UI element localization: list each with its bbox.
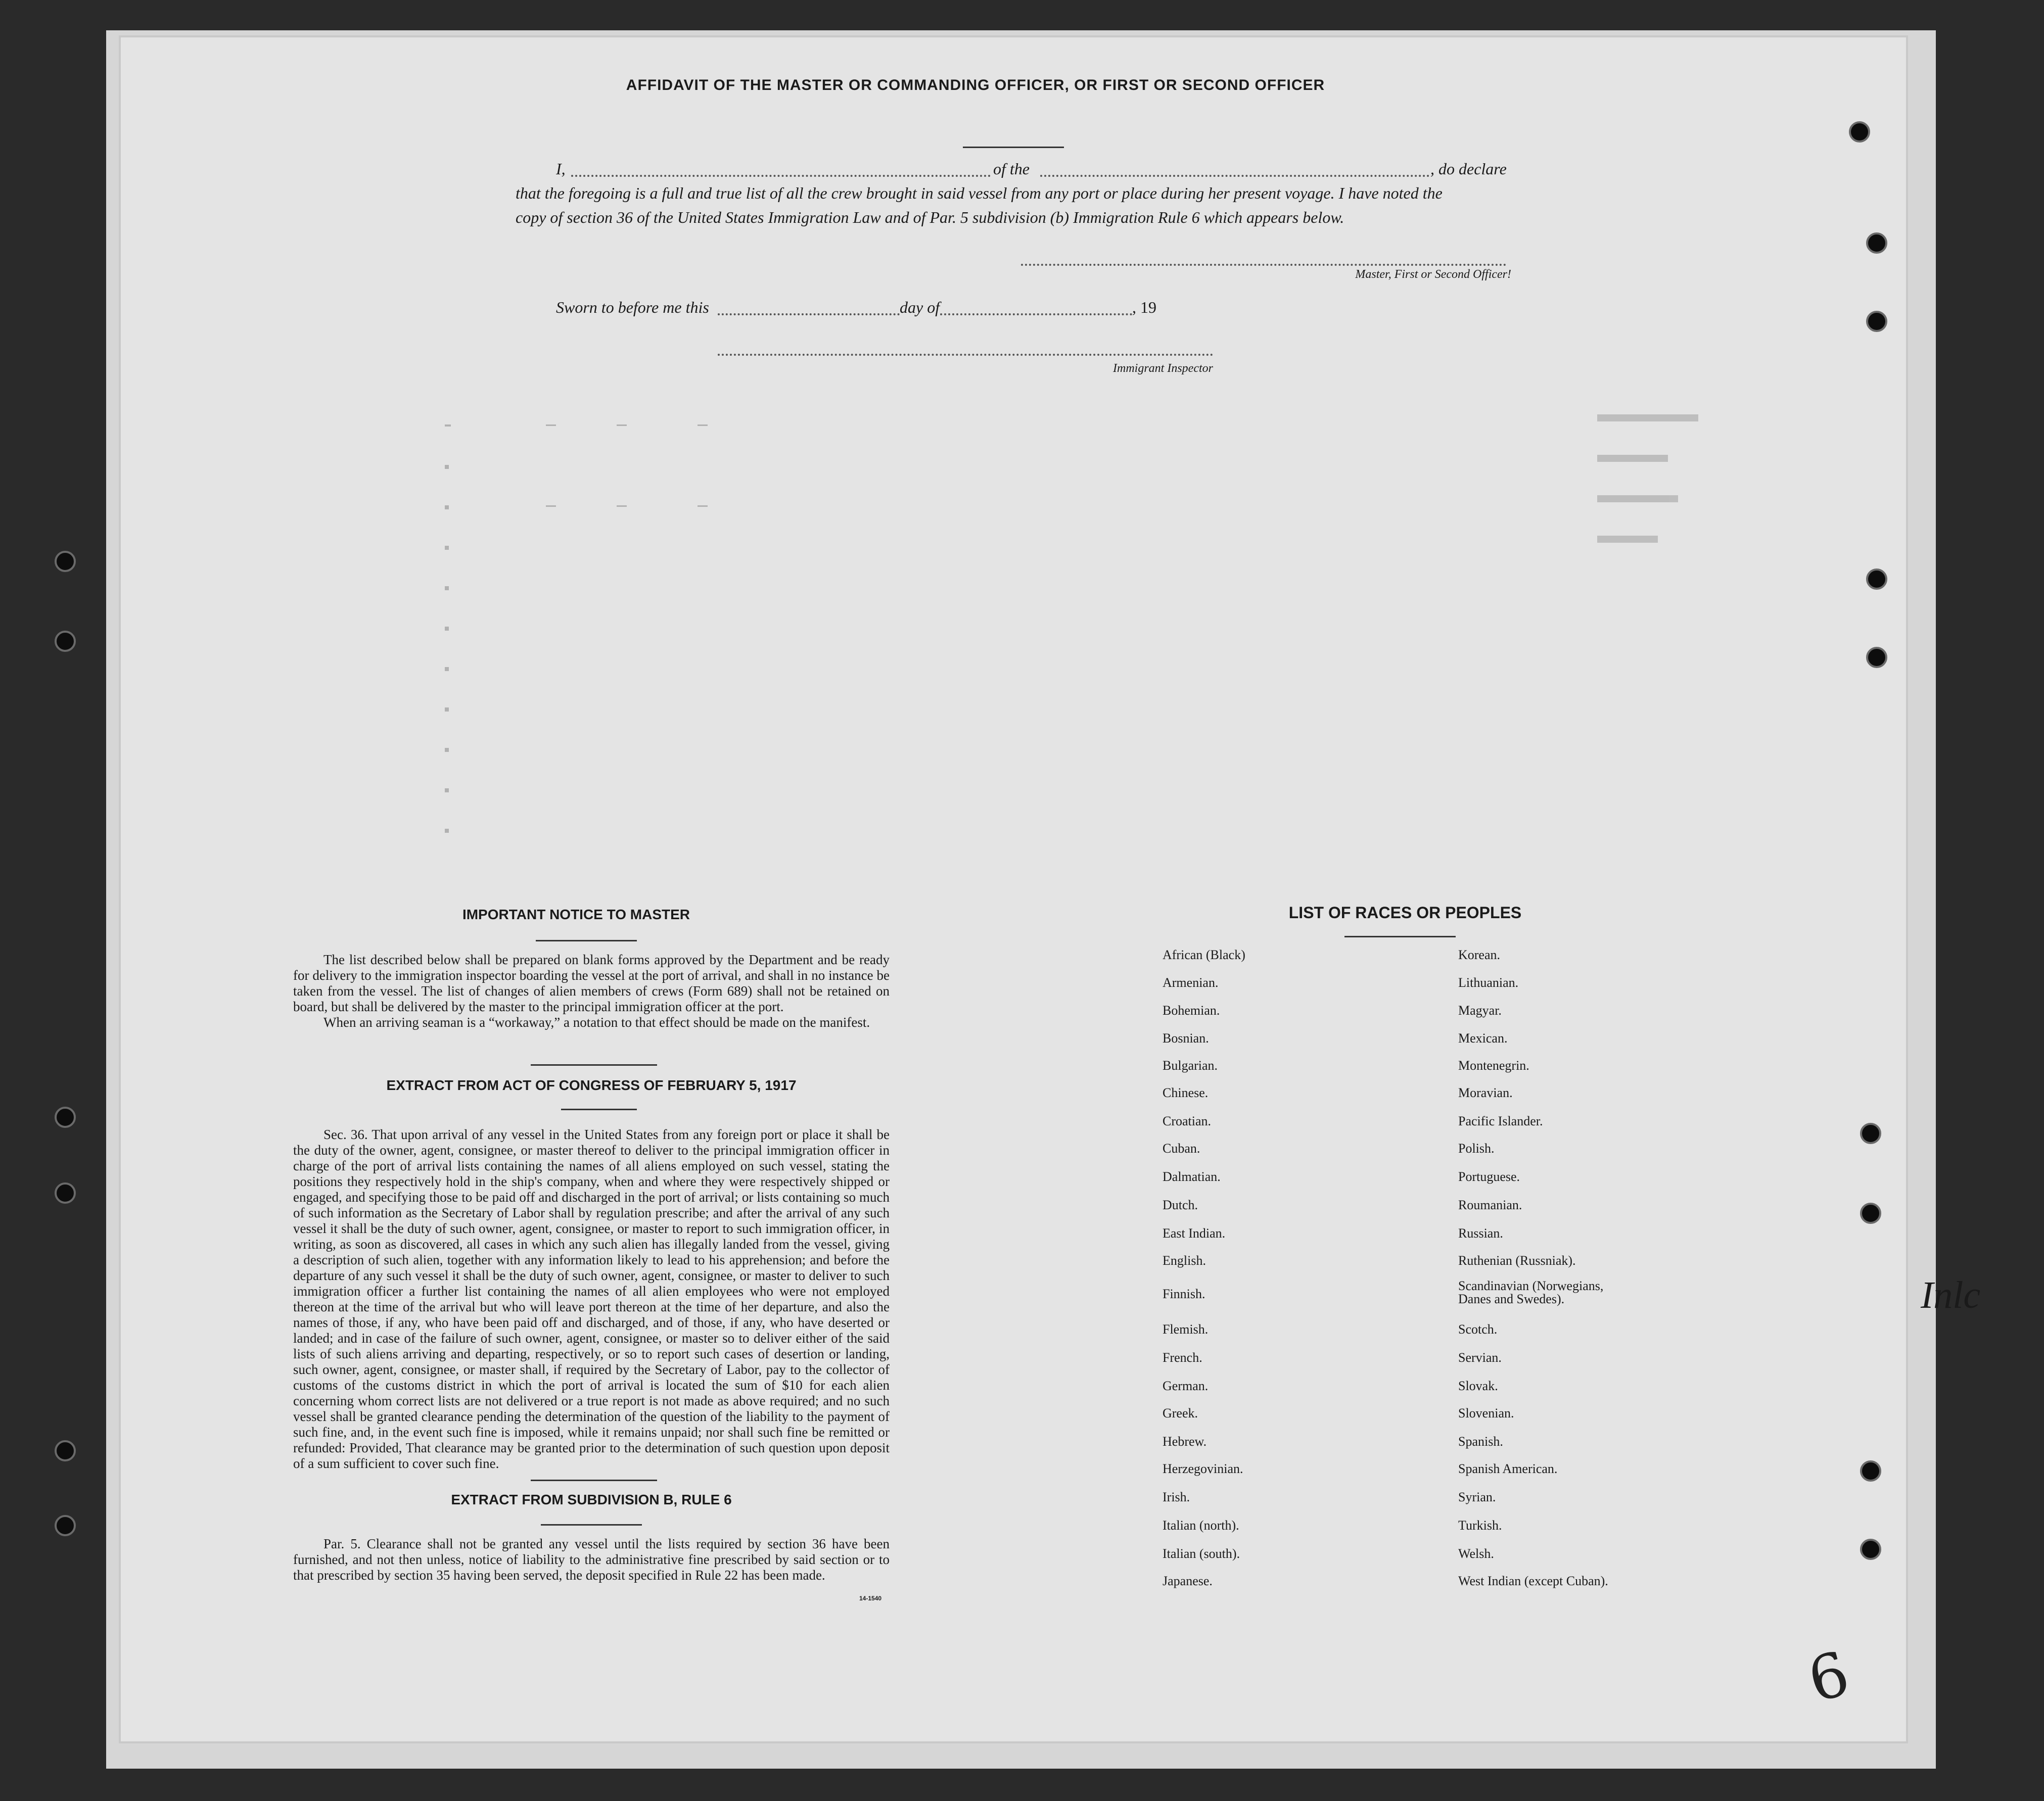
document-page [119,35,1908,1743]
race-item-right: Pacific Islander. [1458,1114,1543,1128]
sworn-day-of: day of [900,298,940,316]
race-item-right: Portuguese. [1458,1169,1520,1184]
race-item-left: Dalmatian. [1163,1169,1221,1184]
race-item-right: Ruthenian (Russniak). [1458,1253,1576,1268]
race-item-left: French. [1163,1350,1202,1365]
race-item-right: Welsh. [1458,1546,1494,1561]
extract-rule-body [293,1536,890,1583]
section-divider [531,1480,657,1481]
binder-hole [1860,1460,1881,1482]
races-underline [1344,936,1456,937]
race-item-right: Syrian. [1458,1490,1496,1504]
extract-act-body [293,1127,890,1472]
race-item-left: Finnish. [1163,1287,1205,1301]
sworn-month-blank [940,313,1132,315]
binder-hole [1866,311,1887,332]
sworn-year: , 19 [1132,298,1156,316]
race-item-left: Hebrew. [1163,1434,1207,1449]
race-item-left: Japanese. [1163,1574,1213,1588]
race-item-left: Greek. [1163,1406,1198,1420]
master-caption: Master, First or Second Officer! [1355,268,1511,281]
notice-para-2: When an arriving seaman is a “workaway,” a notation to that effect should be made on the manifest. [323,1015,870,1030]
race-item-left: Croatian. [1163,1114,1212,1128]
inspector-caption: Immigrant Inspector [1113,362,1213,375]
notice-body [293,952,890,1030]
race-item-right: Scotch. [1458,1322,1498,1337]
affidavit-line3: copy of section 36 of the United States Immigration Law and of Par. 5 subdivision (b) Immigration Rule 6 which appears below. [516,208,1344,226]
binder-hole [55,1515,76,1536]
race-item-left: Italian (north). [1163,1518,1239,1533]
race-item-left: Bohemian. [1163,1003,1220,1018]
extract-act-underline [561,1109,637,1110]
notice-para-1: The list described below shall be prepared on blank forms approved by the Department and be ready for delivery to the immigration inspector boarding the vessel at the port of arrival, and shall in no instance be taken from the vessel. The list of changes of alien members of crews (Form 689) shall not be retained on board, but shall be delivered by the master to the principal immigration officer at the port. [293,952,890,1014]
binder-hole [55,1440,76,1461]
race-item-right: Moravian. [1458,1085,1513,1100]
race-item-right: Slovak. [1458,1379,1498,1393]
race-item-right: Scandinavian (Norwegians, Danes and Swedes). [1458,1278,1604,1306]
race-item-right: Russian. [1458,1226,1503,1241]
race-item-right: Servian. [1458,1350,1502,1365]
race-item-right: Korean. [1458,947,1501,962]
extract-act-text: Sec. 36. That upon arrival of any vessel in the United States from any foreign port or place it shall be the duty of the owner, agent, consignee, or master thereof to deliver to the principal immigration officer in charge of the port of arrival lists containing the names of all aliens employed on such vessel, stating the positions they respectively hold in the ship's company, when and where they were respectively shipped or engaged, and specifying those to be paid off and discharged in the port of arrival; or lists containing so much of such information as the Secretary of Labor shall by regulation prescribe; and after the arrival of any such vessel it shall be the duty of such owner, agent, consignee, or master to report to such immigration officer, in writing, as soon as discovered, all cases in which any such alien has illegally landed from the vessel, giving a description of such alien, together with any information likely to lead to his apprehension; and before the departure of any such vessel it shall be the duty of such owner, agent, consignee, or master to deliver to such immigration officer a further list containing the names of all alien employees who were not employed thereon at the time of the arrival but who will leave port thereon at the time of her departure, and also the names of those, if any, who have been paid off and discharged, and of those, if any, who have deserted or landed; and in case of the failure of such owner, agent, consignee, or master so to deliver either of the said lists of such aliens arriving and departing, respectively, or so to report such cases of desertion or landing, such owner, agent, consignee, or master shall, if required by the Secretary of Labor, pay to the collector of customs of the customs district in which the port of arrival is located the sum of $10 for each alien concerning whom correct lists are not delivered or a true report is not made as above required; and no such vessel shall be granted clearance pending the determination of the question of the liability to the payment of such fine, and, in the event such fine is imposed, while it remains unpaid; nor shall such fine be remitted or refunded: Provided, That clearance may be granted prior to the determination of such question upon deposit of a sum sufficient to cover such fine. [293,1127,890,1471]
race-item-right: West Indian (except Cuban). [1458,1574,1608,1588]
notice-title: IMPORTANT NOTICE TO MASTER [462,907,690,922]
name-blank [571,175,991,177]
race-item-right: Lithuanian. [1458,975,1519,990]
race-item-left: East Indian. [1163,1226,1226,1241]
extract-act-title: EXTRACT FROM ACT OF CONGRESS OF FEBRUARY 5, 1917 [386,1077,797,1093]
bleed-through-area [414,384,1830,864]
binder-hole [1860,1123,1881,1144]
master-signature-line [1021,264,1506,266]
race-item-right: Polish. [1458,1141,1495,1156]
handwritten-side-note: Inlc [1921,1274,1981,1316]
extract-rule-text: Par. 5. Clearance shall not be granted any vessel until the lists required by section 36 have been furnished, and not then unless, notice of liability to the administrative fine prescribed by said section or to that prescribed by section 35 having been served, the deposit specified in Rule 22 has been made. [293,1536,890,1583]
binder-hole [1866,232,1887,254]
affidavit-line2: that the foregoing is a full and true list of all the crew brought in said vessel from any port or place during her present voyage. I have noted the [516,184,1443,202]
corner-number: 6 [1801,1638,1857,1717]
race-item-right: Spanish. [1458,1434,1503,1449]
race-item-left: Italian (south). [1163,1546,1240,1561]
affidavit-title: AFFIDAVIT OF THE MASTER OR COMMANDING OFFICER, OR FIRST OR SECOND OFFICER [626,77,1325,93]
race-item-left: Armenian. [1163,975,1219,990]
inspector-signature-line [718,354,1213,356]
race-item-left: German. [1163,1379,1209,1393]
binder-hole [55,1182,76,1204]
notice-underline [536,940,637,941]
race-item-right: Montenegrin. [1458,1058,1529,1073]
extract-rule-underline [541,1524,642,1526]
affidavit-line1-i: I, [556,160,566,178]
affidavit-line1-declare: , do declare [1430,160,1507,178]
race-item-right: Spanish American. [1458,1461,1558,1476]
race-item-right: Turkish. [1458,1518,1502,1533]
race-item-right: Roumanian. [1458,1198,1522,1212]
binder-hole [1849,121,1870,143]
race-item-left: Cuban. [1163,1141,1200,1156]
section-divider [531,1064,657,1066]
sworn-prefix: Sworn to before me this [556,298,709,316]
race-item-left: Irish. [1163,1490,1190,1504]
sworn-day-blank [718,313,900,315]
binder-hole [55,551,76,572]
form-number: 14-1540 [859,1595,882,1602]
binder-hole [1860,1203,1881,1224]
race-item-left: Bosnian. [1163,1031,1209,1046]
race-item-right: Mexican. [1458,1031,1508,1046]
title-underline [963,147,1064,148]
race-item-left: Flemish. [1163,1322,1209,1337]
race-item-left: English. [1163,1253,1206,1268]
race-item-left: Bulgarian. [1163,1058,1218,1073]
binder-hole [55,631,76,652]
race-item-right: Slovenian. [1458,1406,1514,1420]
extract-rule-title: EXTRACT FROM SUBDIVISION B, RULE 6 [451,1492,732,1507]
race-item-left: Dutch. [1163,1198,1198,1212]
affidavit-line1-of-the: of the [993,160,1030,178]
race-item-left: Chinese. [1163,1085,1209,1100]
races-title: LIST OF RACES OR PEOPLES [1288,904,1522,922]
race-item-right: Magyar. [1458,1003,1502,1018]
binder-hole [55,1107,76,1128]
race-item-left: African (Black) [1163,947,1245,962]
race-item-left: Herzegovinian. [1163,1461,1243,1476]
binder-hole [1866,647,1887,668]
vessel-blank [1040,175,1429,177]
binder-hole [1860,1539,1881,1560]
binder-hole [1866,568,1887,590]
